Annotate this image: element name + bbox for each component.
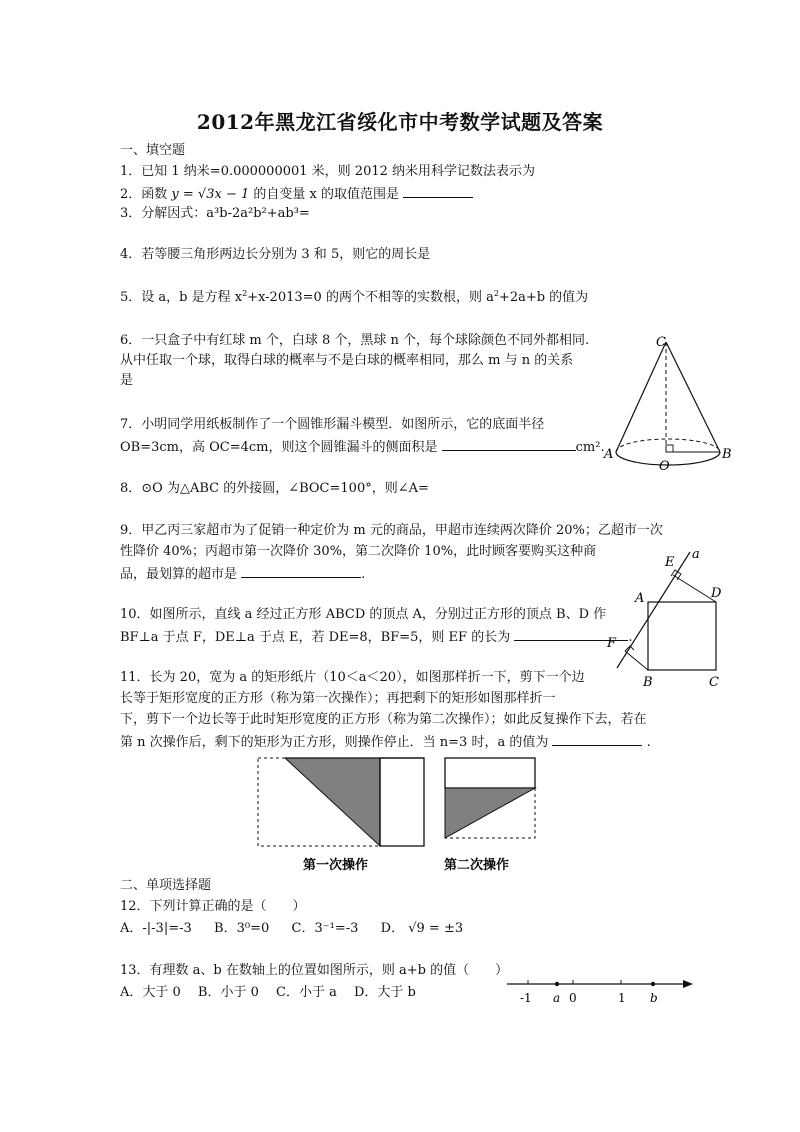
label-f: F [607, 636, 617, 651]
label-c: C [709, 675, 719, 690]
square-line-figure [595, 540, 735, 690]
question-5-part-2: +x-2013=0 的两个不相等的实数根，则 a [247, 290, 494, 305]
question-4: 4．若等腰三角形两边长分别为 3 和 5，则它的周长是 [120, 247, 431, 262]
question-5-part-3: +2a+b 的值为 [498, 290, 589, 305]
question-10-line-1: 10．如图所示，直线 a 经过正方形 ABCD 的顶点 A，分别过正方形的顶点 B、D 作 [120, 607, 607, 622]
option-c: C．3⁻¹=-3 [291, 921, 359, 936]
question-3-expression: a³b-2a²b²+ab³= [206, 206, 310, 221]
answer-blank [552, 732, 642, 746]
question-9-line-2: 性降价 40%；丙超市第一次降价 30%，第二次降价 10%，此时顾客要购买这种商 [120, 544, 597, 559]
cone-figure [598, 330, 748, 475]
section-heading-fill-in: 一、填空题 [120, 143, 186, 158]
label-a: A [635, 591, 645, 606]
point-b-label: b [650, 991, 658, 1005]
section-heading-single-choice: 二、单项选择题 [120, 878, 212, 893]
question-10-text: BF⊥a 于点 F，DE⊥a 于点 E，若 DE=8，BF=5，则 EF 的长为 [120, 630, 511, 645]
question-7-line-2 [120, 437, 605, 457]
answer-blank [442, 437, 576, 451]
question-7-unit: cm². [575, 440, 605, 455]
question-11-line-2: 长等于矩形宽度的正方形（称为第一次操作）；再把剩下的矩形如图那样折一 [120, 691, 556, 706]
label-d: D [711, 586, 722, 601]
question-7-line-1: 7．小明同学用纸板制作了一个圆锥形漏斗模型．如图所示，它的底面半径 [120, 417, 545, 432]
question-11-text: 第 n 次操作后，剩下的矩形为正方形，则操作停止．当 n=3 时，a 的值为 [120, 735, 549, 750]
folding-figure-second [438, 755, 538, 875]
question-6-line-1: 6．一只盒子中有红球 m 个，白球 8 个，黑球 n 个，每个球除颜色不同外都相同. [120, 333, 590, 348]
label-e: E [665, 555, 675, 570]
answer-blank [403, 184, 473, 198]
tick-minus-one: -1 [520, 991, 532, 1005]
question-3-prefix: 3．分解因式： [120, 206, 207, 221]
question-1: 1．已知 1 纳米=0.000000001 米，则 2012 纳米用科学记数法表示为 [120, 164, 536, 179]
option-d: D． [380, 921, 405, 936]
question-12-options [120, 920, 463, 938]
option-b: B．3⁰=0 [214, 921, 270, 936]
question-10-line-2: BF⊥a 于点 F，DE⊥a 于点 E，若 DE=8，BF=5，则 EF 的长为 . [120, 627, 632, 647]
question-3 [120, 205, 310, 223]
caption-second-operation: 第二次操作 [444, 858, 510, 873]
label-o: O [659, 459, 670, 474]
label-line-a: a [692, 547, 700, 562]
page-title: 2012年黑龙江省绥化市中考数学试题及答案 [196, 110, 604, 134]
label-b: B [643, 675, 653, 690]
question-13-stem: 13．有理数 a、b 在数轴上的位置如图所示，则 a+b 的值（ ） [120, 963, 509, 978]
question-12-stem: 12．下列计算正确的是（ ） [120, 899, 306, 914]
question-9-line-3: 品，最划算的超市是 . [120, 564, 365, 584]
caption-first-operation: 第一次操作 [303, 858, 369, 873]
question-6-line-2: 从中任取一个球，取得白球的概率与不是白球的概率相同，那么 m 与 n 的关系 [120, 353, 574, 368]
tick-one: 1 [618, 991, 626, 1005]
point-a-label: a [553, 991, 561, 1005]
folding-figure-first [255, 755, 430, 875]
question-2-prefix: 2．函数 [120, 187, 168, 202]
question-8: 8．⊙O 为△ABC 的外接圆，∠BOC=100°，则∠A= [120, 481, 429, 496]
number-line-figure [505, 968, 695, 1008]
question-9-text: 品，最划算的超市是 [120, 567, 238, 582]
tick-zero: 0 [569, 991, 577, 1005]
question-2-formula: y = √3x − 1 [171, 187, 250, 202]
question-11-line-1: 11．长为 20，宽为 a 的矩形纸片（10＜a＜20），如图那样折一下，剪下一个边 [120, 670, 585, 685]
question-7-text: OB=3cm，高 OC=4cm，则这个圆锥漏斗的侧面积是 [120, 440, 438, 455]
label-a: A [604, 447, 614, 462]
question-6-line-3: 是 [120, 373, 134, 388]
answer-blank [241, 564, 361, 578]
question-13-options: A．大于 0 B．小于 0 C．小于 a D．大于 b [120, 985, 416, 1000]
question-5: 5．设 a，b 是方程 $x^2+x-2013=0$ 的两个不相等的实数根，则 $a^2+2a+b$ 的值为 [120, 289, 589, 305]
option-a: A．-|-3|=-3 [120, 921, 192, 936]
label-c: C [656, 335, 666, 350]
question-9-line-1: 9．甲乙丙三家超市为了促销一种定价为 m 元的商品，甲超市连续两次降价 20%；乙超市一次 [120, 523, 663, 538]
option-d-expression: √9 = ±3 [408, 921, 464, 936]
question-2 [120, 184, 473, 204]
label-b: B [722, 447, 732, 462]
question-11-line-4: 第 n 次操作后，剩下的矩形为正方形，则操作停止．当 n=3 时，a 的值为 . [120, 732, 651, 752]
question-11-line-3: 下，剪下一个边长等于此时矩形宽度的正方形（称为第二次操作）；如此反复操作下去，若在 [120, 712, 647, 727]
question-5-part-1: 5．设 a，b 是方程 x [120, 290, 243, 305]
question-2-suffix: 的自变量 x 的取值范围是 [253, 187, 399, 202]
